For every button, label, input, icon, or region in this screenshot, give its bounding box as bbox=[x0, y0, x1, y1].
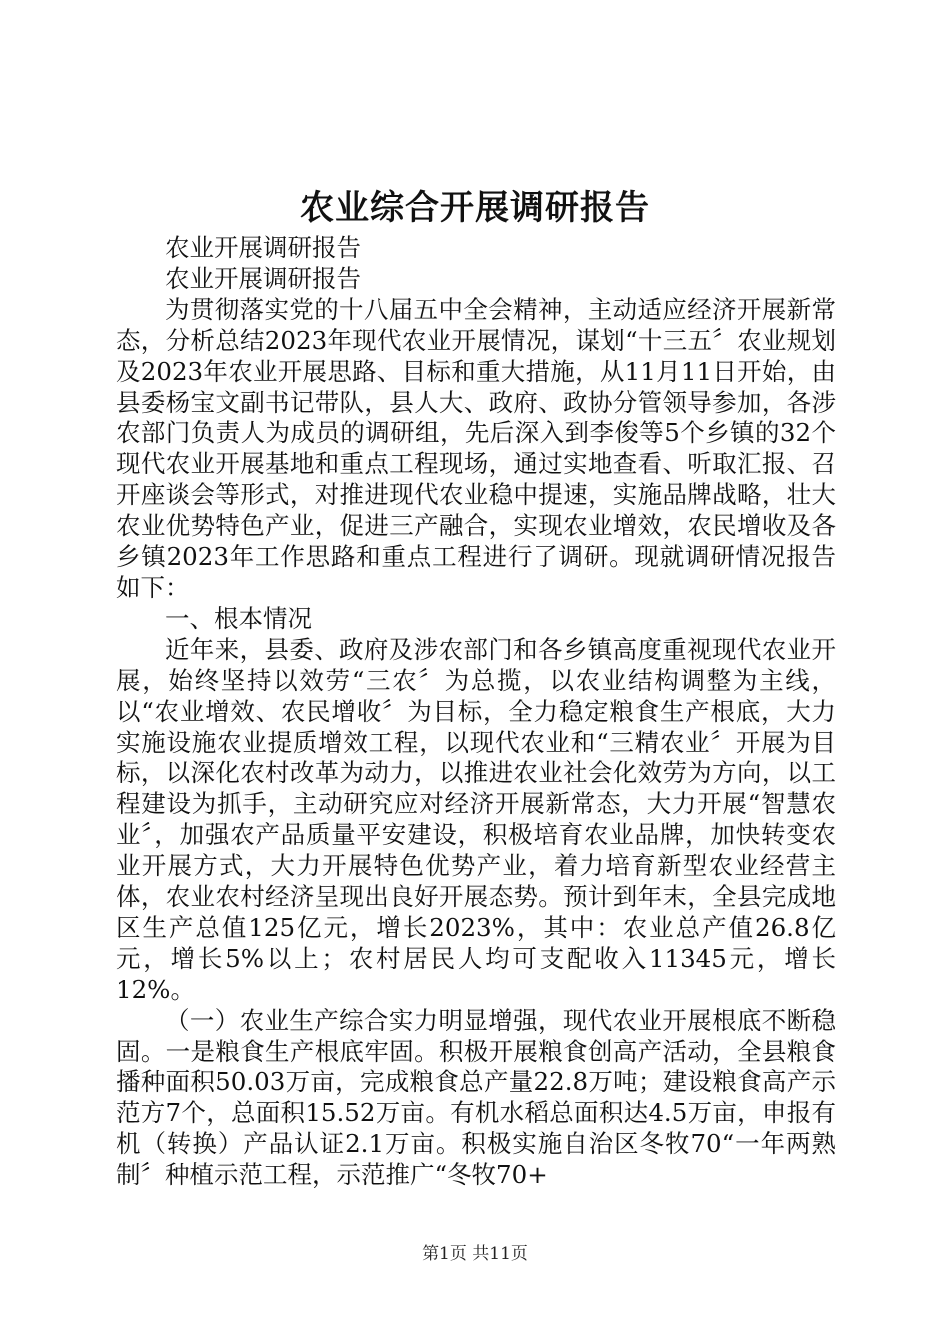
paragraph-subtitle-1: 农业开展调研报告 bbox=[165, 233, 361, 262]
section-heading-basic-situation: 一、根本情况 bbox=[165, 603, 312, 633]
paragraph-overview: 近年来，县委、政府及涉农部门和各乡镇高度重视现代农业开展，始终坚持以效劳“三农〞为总揽，以农业结构调整为主线，以“农业增效、农民增收〞为目标，全力稳定粮食生产根底，大力实施设施农业提质增效工程，以现代农业和“三精农业〞开展为目标，以深化农村改革为动力，以推进农业社会化效劳为方向，以工程建设为抓手，主动研究应对经济开展新常态，大力开展“智慧农业〞，加强农产品质量平安建设，积极培育农业品牌，加快转变农业开展方式，大力开展特色优势产业，着力培育新型农业经营主体，农业农村经济呈现出良好开展态势。预计到年末，全县完成地区生产总值125亿元，增长2023%，其中：农业总产值26.8亿元，增长5%以上；农村居民人均可支配收入11345元，增长12%。 bbox=[116, 634, 836, 1004]
document-title: 农业综合开展调研报告 bbox=[300, 188, 650, 228]
paragraph-subtitle-2: 农业开展调研报告 bbox=[165, 263, 361, 293]
page-number-label: 第1页 共11页 bbox=[422, 1244, 528, 1264]
page-footer bbox=[0, 1242, 950, 1266]
paragraph-intro: 为贯彻落实党的十八届五中全会精神，主动适应经济开展新常态，分析总结2023年现代农业开展情况，谋划“十三五〞农业规划及2023年农业开展思路、目标和重大措施，从11月11日开始，由县委杨宝文副书记带队，县人大、政府、政协分管领导参加，各涉农部门负责人为成员的调研组，先后深入到李俊等5个乡镇的32个现代农业开展基地和重点工程现场，通过实地查看、听取汇报、召开座谈会等形式，对推进现代农业稳中提速，实施品牌战略，壮大农业优势特色产业，促进三产融合，实现农业增效，农民增收及各乡镇2023年工作思路和重点工程进行了调研。现就调研情况报告如下： bbox=[116, 294, 836, 602]
document-body bbox=[116, 233, 836, 1191]
paragraph-subsection-1: （一）农业生产综合实力明显增强，现代农业开展根底不断稳固。一是粮食生产根底牢固。积极开展粮食创高产活动，全县粮食播种面积50.03万亩，完成粮食总产量22.8万吨；建设粮食高产示范方7个，总面积15.52万亩。有机水稻总面积达4.5万亩，申报有机（转换）产品认证2.1万亩。积极实施自治区冬牧70“一年两熟制〞种植示范工程，示范推广“冬牧70+ bbox=[116, 1005, 836, 1190]
